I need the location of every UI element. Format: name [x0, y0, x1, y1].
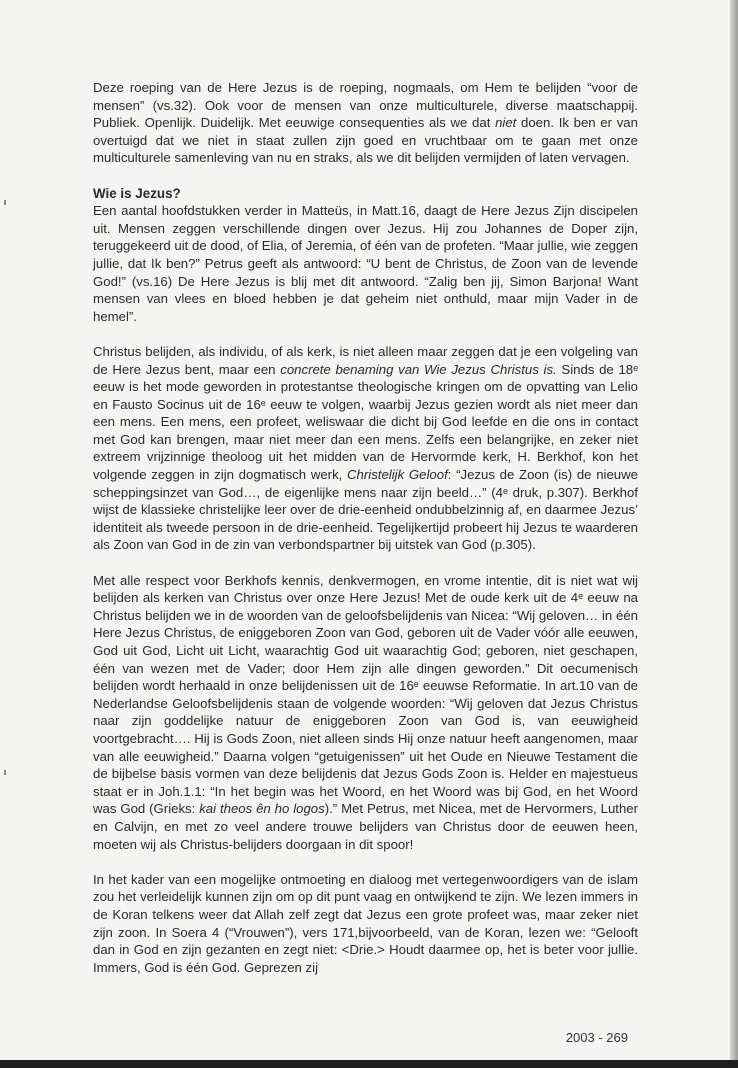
text-run: Deze roeping van de Here Jezus is de roeping, nogmaals, om Hem te belijden “voor de mensen” (vs.32). Ook voor de mensen van onze multiculturele, diverse maatschappij. Publiek. Openlijk. Duidelijk. Met eeuwige consequenties als we dat	[93, 80, 638, 131]
text-run: ).” Met Petrus, met Nicea, met de Hervormers, Luther en Calvijn, en met zo veel andere trouwe belijders van Christus door de eeuwen heen, moeten wij als Christus-belijders doorgaan in dit spoor!	[93, 801, 639, 852]
text-run: Christus belijden, als individu, of als kerk, is niet alleen maar zeggen dat je een volgeling van de Here Jezus bent, maar een	[93, 343, 638, 377]
text-run: Met alle respect voor Berkhofs kennis, denkvermogen, en vrome intentie, dit is niet wat wij belijden als kerken van Christus over onze Here Jezus! Met de oude kerk uit de 4ᵉ eeuw na Christus belijden we in de woorden van de geloofsbelijdenis van Nicea: “Wij geloven… in één Here Jezus Christus, de eniggeboren Zoon van God, geboren uit de Vader vóór alle eeuwen, God uit God, Licht uit Licht, waarachtig God uit waarachtig God; geboren, niet geschapen, één van wezen met de Vader; door Hem zijn alle dingen geworden.” Dit oecumenisch belijden wordt herhaald in onze belijdenissen uit de 16ᵉ eeuwse Reformatie. In art.10 van de Nederlandse Geloofsbelijdenis staan de volgende woorden: “Wij geloven dat Jezus Christus naar zijn goddelijke natuur de eniggeboren Zoon van God is, van eeuwigheid voortgebracht…. Hij is Gods Zoon, niet alleen sinds Hij onze natuur heeft aangenomen, maar van alle eeuwigheid.” Daarna volgen “getuigenissen” uit het Oude en Nieuwe Testament die de bijbelse basis vormen van deze belijdenis dat Jezus Gods Zoon is. Helder en majestueus staat er in Joh.1.1: “In het begin was het Woord, en het Woord was bij God, en het Woord was God (Grieks:	[93, 572, 638, 817]
book-title: Christelijk Geloof	[347, 467, 448, 483]
margin-mark	[4, 770, 6, 775]
page-edge-shadow	[730, 0, 738, 1068]
margin-mark	[4, 200, 6, 205]
section-heading: Wie is Jezus?	[93, 185, 181, 201]
text-run: Sinds de 18ᵉ eeuw is het mode geworden in protestantse theologische kringen om de opvatting van Lelio en Fausto Socinus uit de 16ᵉ eeuw te volgen, waarbij Jezus gezien wordt als niet meer dan een mens. Een mens, een profeet, weliswaar die dicht bij God leefde en die ons in contact met God kan brengen, maar niet meer dan een mens. Zelfs een belangrijke, en zeker niet extreem vrijzinnige theoloog uit het midden van de Hervormde kerk, H. Berkhof, kon het volgende zeggen in zijn dogmatisch werk,	[93, 361, 639, 483]
paragraph-3	[93, 343, 638, 554]
greek-quote: kai theos ên ho logos	[199, 801, 325, 817]
paragraph-4	[93, 572, 638, 854]
emphasis: concrete benaming van Wie Jezus Christus is.	[280, 361, 557, 377]
paragraph-5: In het kader van een mogelijke ontmoeting en dialoog met vertegenwoordigers van de islam zou het verleidelijk kunnen zijn om op dit punt vaag en ontwijkend te zijn. We lezen immers in de Koran telkens weer dat Allah zelf zegt dat Jezus een grote profeet was, maar zeker niet zijn zoon. In Soera 4 (“Vrouwen”), vers 171,bijvoorbeeld, van de Koran, lezen we: “Gelooft dan in God en zijn gezanten en zegt niet: <Drie.> Houdt daarmee op, het is beter voor jullie. Immers, God is één God. Geprezen zij	[93, 871, 638, 975]
emphasis: niet	[495, 115, 517, 131]
text-run: doen. Ik ben er van overtuigd dat we niet in staat zullen zijn goed en vruchtbaar om te gaan met onze multiculturele samenleving van nu en straks, als we dit belijden vermijden of laten vervagen.	[93, 115, 638, 166]
page-number: 2003 - 269	[565, 1030, 628, 1045]
paragraph-1	[93, 79, 638, 167]
text-run: : “Jezus de Zoon (is) de nieuwe scheppingsinzet van God…, de eigenlijke mens naar zijn beeld…” (4ᵉ druk, p.307). Berkhof wijst de klassieke christelijke leer over de drie-eenheid ondubbelzinnig af, en daarmee Jezus’ identiteit als tweede persoon in de drie-eenheid. Tegelijkertijd probeert hij Jezus te waarderen als Zoon van God in de zin van verbondspartner bij uitstek van God (p.305).	[93, 467, 638, 553]
page-edge-bottom	[0, 1060, 738, 1068]
body-text	[93, 79, 638, 994]
paragraph-2: Een aantal hoofdstukken verder in Matteüs, in Matt.16, daagt de Here Jezus Zijn discipelen uit. Mensen zeggen verschillende dingen over Jezus. Hij zou Johannes de Doper zijn, teruggekeerd uit de dood, of Elia, of Jeremia, of één van de profeten. “Maar jullie, wie zeggen jullie, dat Ik ben?” Petrus geeft als antwoord: “U bent de Christus, de Zoon van de levende God!” (vs.16) De Here Jezus is blij met dit antwoord. “Zalig ben jij, Simon Barjona! Want mensen van vlees en bloed hebben je dat geheim niet onthuld, maar mijn Vader in de hemel”.	[93, 203, 638, 324]
